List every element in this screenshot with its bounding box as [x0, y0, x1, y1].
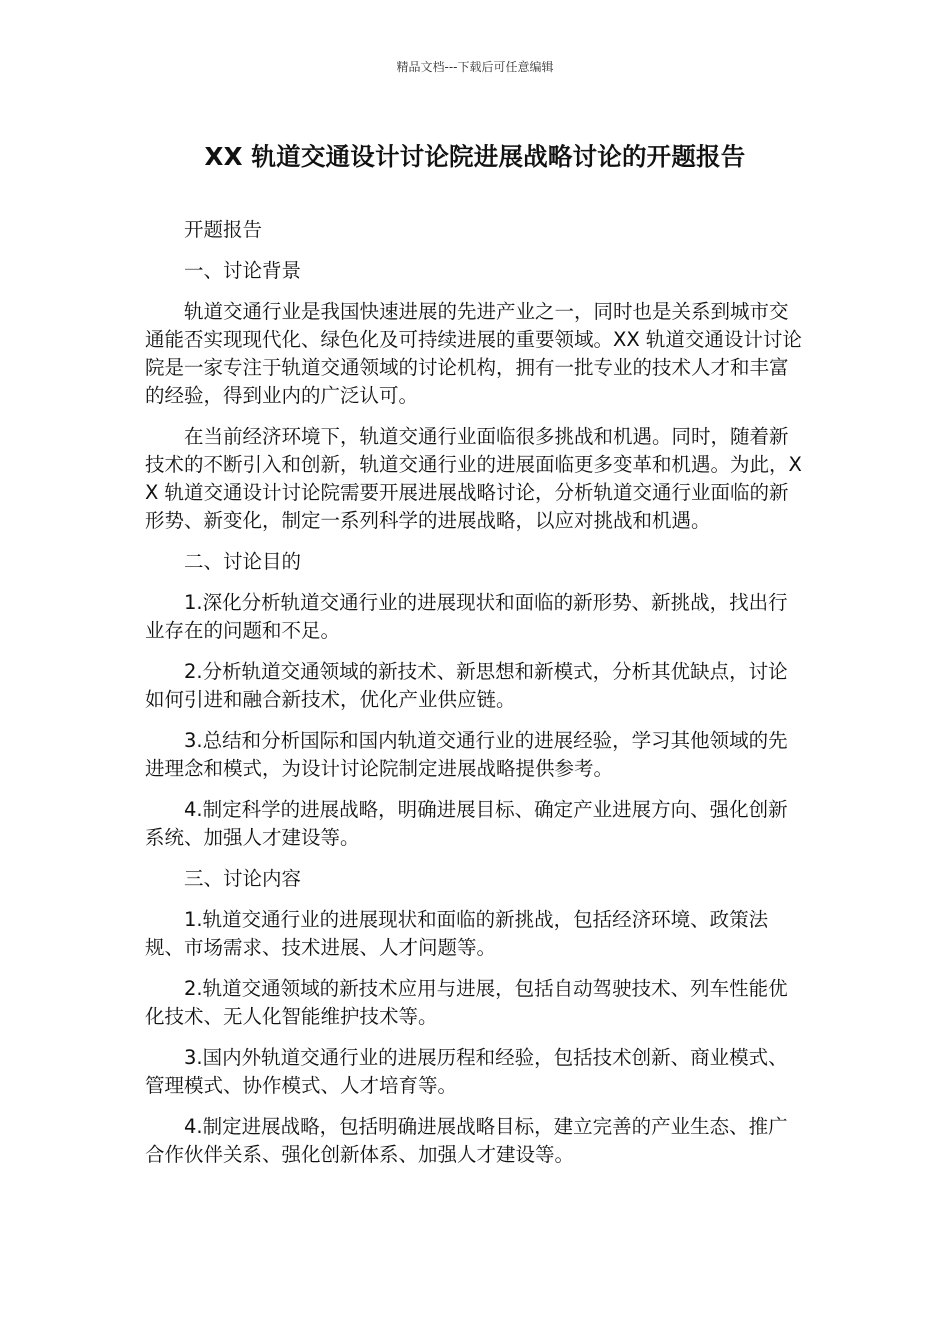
list-item: 1.轨道交通行业的进展现状和面临的新挑战，包括经济环境、政策法规、市场需求、技术进展、人才问题等。	[145, 908, 769, 959]
list-item: 2.分析轨道交通领域的新技术、新思想和新模式，分析其优缺点，讨论如何引进和融合新技术，优化产业供应链。	[145, 660, 788, 711]
document-body	[145, 216, 805, 1182]
list-item: 4.制定进展战略，包括明确进展战略目标，建立完善的产业生态、推广合作伙伴关系、强化创新体系、加强人才建设等。	[145, 1115, 788, 1166]
header-note: 精品文档---下载后可任意编辑	[396, 60, 554, 74]
document-title: XX 轨道交通设计讨论院进展战略讨论的开题报告	[204, 142, 746, 171]
list-item: 1.深化分析轨道交通行业的进展现状和面临的新形势、新挑战，找出行业存在的问题和不足。	[145, 591, 788, 642]
list-item: 4.制定科学的进展战略，明确进展目标、确定产业进展方向、强化创新系统、加强人才建设等。	[145, 798, 788, 849]
paragraph: 轨道交通行业是我国快速进展的先进产业之一，同时也是关系到城市交通能否实现现代化、绿色化及可持续进展的重要领域。XX 轨道交通设计讨论院是一家专注于轨道交通领域的讨论机构，拥有一批专业的技术人才和丰富的经验，得到业内的广泛认可。	[145, 300, 802, 407]
paragraph: 在当前经济环境下，轨道交通行业面临很多挑战和机遇。同时，随着新技术的不断引入和创新，轨道交通行业的进展面临更多变革和机遇。为此，XX 轨道交通设计讨论院需要开展进展战略讨论，分析轨道交通行业面临的新形势、新变化，制定一系列科学的进展战略，以应对挑战和机遇。	[145, 425, 802, 532]
list-item: 3.总结和分析国际和国内轨道交通行业的进展经验，学习其他领域的先进理念和模式，为设计讨论院制定进展战略提供参考。	[145, 729, 788, 780]
list-item: 2.轨道交通领域的新技术应用与进展，包括自动驾驶技术、列车性能优化技术、无人化智能维护技术等。	[145, 977, 788, 1028]
list-item: 3.国内外轨道交通行业的进展历程和经验，包括技术创新、商业模式、管理模式、协作模式、人才培育等。	[145, 1046, 788, 1097]
section-heading-content: 三、讨论内容	[184, 867, 302, 890]
section-heading-background: 一、讨论背景	[184, 259, 302, 282]
section-heading-purpose: 二、讨论目的	[184, 550, 302, 573]
report-label: 开题报告	[184, 218, 263, 241]
